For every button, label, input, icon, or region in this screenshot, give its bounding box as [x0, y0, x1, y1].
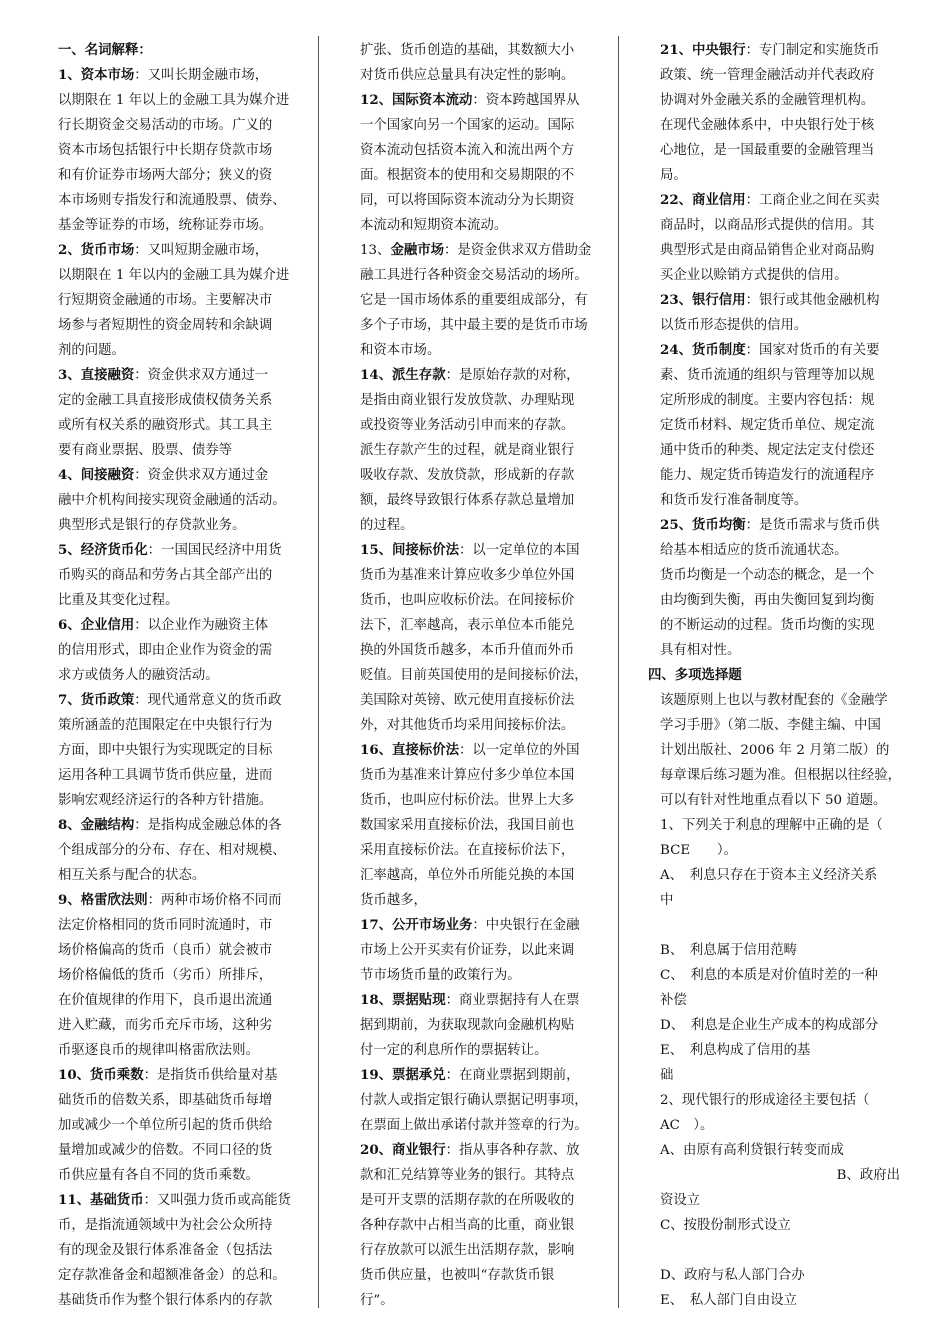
definition-text: ：以一定单位的外国	[458, 743, 580, 758]
defined-term: 企业信用	[80, 617, 135, 633]
definition-text: ：指从事各种存款、放	[445, 1143, 580, 1158]
entry-number: 15、	[360, 542, 393, 558]
text-line: 货币供应量，也被叫“存款货币银	[360, 1268, 555, 1283]
text-line: 和资本市场。	[360, 343, 441, 358]
text-line: 本流动和短期资本流动。	[360, 218, 508, 233]
text-line: 资本市场包括银行中长期存贷款市场	[58, 143, 273, 158]
defined-term: 货币政策	[80, 692, 135, 708]
definition-text: ：是资金供求双方借助金	[444, 243, 592, 258]
text-line: A、由原有高利贷银行转变而成	[660, 1143, 844, 1158]
text-line: 对货币供应总量具有决定性的影响。	[360, 68, 575, 83]
text-line: A、 利息只存在于资本主义经济关系	[660, 868, 878, 883]
text-line: 数国家采用直接标价法，我国目前也	[360, 818, 575, 833]
definition-text: ：商业票据持有人在票	[445, 993, 580, 1008]
defined-term: 货币均衡	[692, 517, 746, 533]
text-line: 在价值规律的作用下，良币退出流通	[58, 993, 273, 1008]
text-line: 策所涵盖的范围限定在中央银行行为	[58, 718, 273, 733]
text-line: 以货币形态提供的信用。	[660, 318, 808, 333]
text-line: AC ）。	[660, 1118, 714, 1133]
definition-entry-heading	[58, 238, 308, 263]
text-line: 融中介机构间接实现资金融通的活动。	[58, 493, 286, 508]
text-line: 贬值。目前英国使用的是间接标价法，	[360, 668, 588, 683]
text-line: 货币，也叫应付标价法。世界上大多	[360, 793, 575, 808]
text-line: 补偿	[660, 993, 687, 1008]
entry-number: 6、	[58, 617, 81, 633]
column-middle	[360, 38, 610, 1313]
text-line: 本市场则专指发行和流通股票、债券、	[58, 193, 286, 208]
entry-number: 24、	[660, 342, 693, 358]
text-line: 汇率越高，单位外币所能兑换的本国	[360, 868, 575, 883]
definition-text: ：是指货币供给量对基	[143, 1068, 278, 1083]
text-line: 进入贮藏，而劣币充斥市场，这种劣	[58, 1018, 273, 1033]
text-line: 买企业以赊销方式提供的信用。	[660, 268, 848, 283]
defined-term: 国际资本流动	[392, 92, 473, 108]
text-line: 给基本相适应的货币流通状态。	[660, 543, 848, 558]
section-heading: 四、多项选择题	[648, 667, 742, 683]
definition-text: ：又叫短期金融市场，	[134, 243, 269, 258]
text-line: 运用各种工具调节货币供应量，进而	[58, 768, 273, 783]
text-line: 影响宏观经济运行的各种方针措施。	[58, 793, 273, 808]
text-line: 货币均衡是一个动态的概念，是一个	[660, 568, 875, 583]
text-line: 局。	[660, 168, 687, 183]
definition-entry-heading	[360, 988, 610, 1013]
defined-term: 资本市场	[80, 67, 135, 83]
defined-term: 直接标价法	[392, 742, 459, 758]
text-line: 能力、规定货币铸造发行的流通程序	[660, 468, 875, 483]
definition-text: ：中央银行在金融	[472, 918, 580, 933]
defined-term: 银行信用	[692, 292, 746, 308]
text-line: 款和汇兑结算等业务的银行。其特点	[360, 1168, 575, 1183]
text-line: 有的现金及银行体系准备金（包括法	[58, 1243, 273, 1258]
definition-text: ：现代通常意义的货币政	[134, 693, 282, 708]
definition-entry-heading	[58, 538, 308, 563]
entry-number: 1、	[58, 67, 81, 83]
text-line: 市场上公开买卖有价证券，以此来调	[360, 943, 575, 958]
definition-entry-heading	[58, 463, 308, 488]
text-line: D、 利息是企业生产成本的构成部分	[660, 1018, 879, 1033]
definition-entry-heading	[58, 613, 308, 638]
definition-text: ：银行或其他金融机构	[745, 293, 880, 308]
text-line: 的信用形式，即由企业作为资金的需	[58, 643, 273, 658]
defined-term: 格雷欣法则	[80, 892, 148, 908]
definition-text: ：以一定单位的本国	[458, 543, 580, 558]
text-line: 心地位，是一国最重要的金融管理当	[660, 143, 875, 158]
entry-number: 4、	[58, 467, 81, 483]
definition-entry-heading	[360, 738, 610, 763]
text-line: 同，可以将国际资本流动分为长期资	[360, 193, 575, 208]
text-line: E、 利息构成了信用的基	[660, 1043, 811, 1058]
text-line: 该题原则上也以与教材配套的《金融学	[660, 693, 888, 708]
definition-entry-heading	[58, 63, 308, 88]
text-line: 基金等证券的市场，统称证券市场。	[58, 218, 273, 233]
defined-term: 票据承兑	[392, 1067, 446, 1083]
text-line: 或所有权关系的融资形式。其工具主	[58, 418, 273, 433]
entry-number: 9、	[58, 892, 81, 908]
text-line: 换的外国货币越多，本币升值而外币	[360, 643, 575, 658]
defined-term: 商业信用	[692, 192, 746, 208]
definition-entry-heading	[58, 688, 308, 713]
text-line: 每章课后练习题为准。但根据以往经验，	[660, 768, 902, 783]
defined-term: 经济货币化	[80, 542, 148, 558]
definition-text: ：工商企业之间在买卖	[745, 193, 880, 208]
entry-number: 23、	[660, 292, 693, 308]
definition-entry-heading	[360, 1138, 610, 1163]
defined-term: 货币制度	[692, 342, 746, 358]
defined-term: 货币市场	[80, 242, 135, 258]
text-line: 定存款准备金和超额准备金）的总和。	[58, 1268, 286, 1283]
text-line: 一个国家向另一个国家的运动。国际	[360, 118, 575, 133]
definition-text: ：资本跨越国界从	[472, 93, 580, 108]
text-line: 在票面上做出承诺付款并签章的行为。	[360, 1118, 588, 1133]
definition-entry-heading	[58, 813, 308, 838]
definition-text: ：又叫强力货币或高能货	[143, 1193, 291, 1208]
text-line: 美国除对英镑、欧元使用直接标价法	[360, 693, 575, 708]
text-line: 多个子市场，其中最主要的是货币市场	[360, 318, 588, 333]
text-line: 场价格偏高的货币（良币）就会被市	[58, 943, 273, 958]
text-line: 或投资等业务活动引申而来的存款。	[360, 418, 575, 433]
definition-text: ：又叫长期金融市场，	[134, 68, 269, 83]
definition-entry-heading	[648, 288, 938, 313]
definition-entry-heading	[648, 38, 938, 63]
section-heading: 一、名词解释：	[58, 42, 152, 58]
definition-text: ：在商业票据到期前，	[445, 1068, 580, 1083]
text-line: D、政府与私人部门合办	[660, 1268, 805, 1283]
text-line: 础	[660, 1068, 674, 1083]
text-line: 法定价格相同的货币同时流通时，市	[58, 918, 273, 933]
definition-entry-heading	[648, 513, 938, 538]
text-line: 法下，汇率越高，表示单位本币能兑	[360, 618, 575, 633]
text-line: 币驱逐良币的规律叫格雷欣法则。	[58, 1043, 259, 1058]
definition-entry-heading	[648, 188, 938, 213]
entry-number: 19、	[360, 1067, 393, 1083]
defined-term: 公开市场业务	[392, 917, 473, 933]
column-left	[58, 38, 308, 1313]
text-line: 据到期前，为获取现款向金融机构贴	[360, 1018, 575, 1033]
entry-number: 7、	[58, 692, 81, 708]
text-line: 场参与者短期性的资金周转和余缺调	[58, 318, 273, 333]
text-line: 商品时，以商品形式提供的信用。其	[660, 218, 875, 233]
text-line: 以期限在 1 年以上的金融工具为媒介进	[58, 93, 290, 108]
text-line: B、 利息属于信用范畴	[660, 943, 798, 958]
text-line: 和有价证券市场两大部分；狭义的资	[58, 168, 273, 183]
text-line: 典型形式是银行的存贷款业务。	[58, 518, 246, 533]
text-line: 付一定的利息所作的票据转让。	[360, 1043, 548, 1058]
defined-term: 间接标价法	[392, 542, 459, 558]
text-line: 币供应量有各自不同的货币乘数。	[58, 1168, 259, 1183]
text-line: 个组成部分的分布、存在、相对规模、	[58, 843, 286, 858]
text-line: 础货币的倍数关系，即基础货币每增	[58, 1093, 273, 1108]
text-line: 付款人或指定银行确认票据记明事项，	[360, 1093, 588, 1108]
text-line: 和货币发行准备制度等。	[660, 493, 808, 508]
text-line: 具有相对性。	[660, 643, 741, 658]
text-line: C、按股份制形式设立	[660, 1218, 791, 1233]
text-line: 定货币材料、规定货币单位、规定流	[660, 418, 875, 433]
text-line: 通中货币的种类、规定法定支付偿还	[660, 443, 875, 458]
definition-entry-heading	[360, 913, 610, 938]
entry-number: 25、	[660, 517, 693, 533]
text-line: 要有商业票据、股票、债券等	[58, 443, 233, 458]
text-line: E、 私人部门自由设立	[660, 1293, 797, 1308]
text-line	[648, 913, 938, 938]
text-line: C、 利息的本质是对价值时差的一种	[660, 968, 878, 983]
entry-number: 3、	[58, 367, 81, 383]
defined-term: 金融市场	[390, 242, 444, 258]
text-line: 融工具进行各种资金交易活动的场所。	[360, 268, 588, 283]
text-line: 行存放款可以派生出活期存款，影响	[360, 1243, 575, 1258]
defined-term: 货币乘数	[90, 1067, 144, 1083]
text-line: 吸收存款、发放贷款，形成新的存款	[360, 468, 575, 483]
text-line	[648, 1238, 938, 1263]
definition-text: ：是货币需求与货币供	[745, 518, 880, 533]
text-line: 在现代金融体系中，中央银行处于核	[660, 118, 875, 133]
text-line: 1、下列关于利息的理解中正确的是（	[660, 818, 883, 833]
text-line: 各种存款中占相当高的比重，商业银	[360, 1218, 575, 1233]
text-line: 定所形成的制度。主要内容包括：规	[660, 393, 875, 408]
definition-entry-heading	[360, 363, 610, 388]
entry-number: 8、	[58, 817, 81, 833]
definition-text: ：资金供求双方通过金	[134, 468, 269, 483]
entry-number: 10、	[58, 1067, 91, 1083]
definition-text: ：是原始存款的对称，	[445, 368, 580, 383]
defined-term: 基础货币	[90, 1192, 144, 1208]
text-line: 资设立	[660, 1193, 701, 1208]
text-line: 中	[660, 893, 674, 908]
defined-term: 商业银行	[392, 1142, 446, 1158]
text-line: 货币为基准来计算应付多少单位本国	[360, 768, 575, 783]
text-line: 以期限在 1 年以内的金融工具为媒介进	[58, 268, 290, 283]
text-line: 货币越多，	[360, 893, 427, 908]
text-line: 币，是指流通领域中为社会公众所持	[58, 1218, 273, 1233]
text-line: 的过程。	[360, 518, 414, 533]
entry-number: 2、	[58, 242, 81, 258]
text-line: 外，对其他货币均采用间接标价法。	[360, 718, 575, 733]
text-line: 2、现代银行的形成途径主要包括（	[660, 1093, 870, 1108]
definition-entry-heading	[58, 363, 308, 388]
entry-number: 18、	[360, 992, 393, 1008]
definition-entry-heading	[360, 1063, 610, 1088]
text-line: 剂的问题。	[58, 343, 125, 358]
entry-number: 22、	[660, 192, 693, 208]
defined-term: 派生存款	[392, 367, 446, 383]
text-line: 是可开支票的活期存款的在所吸收的	[360, 1193, 575, 1208]
column-divider-right	[618, 36, 619, 1308]
text-line: 行长期资金交易活动的市场。广义的	[58, 118, 273, 133]
text-line: 加或减少一个单位所引起的货币供给	[58, 1118, 273, 1133]
text-line: 行”。	[360, 1293, 394, 1308]
entry-number: 14、	[360, 367, 393, 383]
text-line: 比重及其变化过程。	[58, 593, 179, 608]
text-line: 是指由商业银行发放贷款、办理贴现	[360, 393, 575, 408]
text-line: 方面，即中央银行为实现既定的目标	[58, 743, 273, 758]
entry-number: 11、	[58, 1192, 91, 1208]
text-line: 资本流动包括资本流入和流出两个方	[360, 143, 575, 158]
defined-term: 直接融资	[80, 367, 135, 383]
column-divider-left	[318, 36, 319, 1308]
text-line: BCE ）。	[660, 843, 737, 858]
entry-number: 16、	[360, 742, 393, 758]
text-line: 政策、统一管理金融活动并代表政府	[660, 68, 875, 83]
defined-term: 票据贴现	[392, 992, 446, 1008]
text-line: 素、货币流通的组织与管理等加以规	[660, 368, 875, 383]
definition-text: ：一国国民经济中用货	[147, 543, 282, 558]
text-line: 由均衡到失衡，再由失衡回复到均衡	[660, 593, 875, 608]
definition-text: ：国家对货币的有关要	[745, 343, 880, 358]
text-line: 货币，也叫应收标价法。在间接标价	[360, 593, 575, 608]
defined-term: 中央银行	[692, 42, 746, 58]
definition-text: ：资金供求双方通过一	[134, 368, 269, 383]
entry-number: 5、	[58, 542, 81, 558]
text-line: 派生存款产生的过程，就是商业银行	[360, 443, 575, 458]
text-line: 采用直接标价法。在直接标价法下，	[360, 843, 575, 858]
column-right	[648, 38, 938, 1313]
text-line: 相互关系与配合的状态。	[58, 868, 206, 883]
text-line: 定的金融工具直接形成债权债务关系	[58, 393, 273, 408]
definition-text: ：以企业作为融资主体	[134, 618, 269, 633]
entry-number: 17、	[360, 917, 393, 933]
text-line: 币购买的商品和劳务占其全部产出的	[58, 568, 273, 583]
definition-text: ：是指构成金融总体的各	[134, 818, 282, 833]
text-line: 货币为基准来计算应收多少单位外国	[360, 568, 575, 583]
text-line: 场价格偏低的货币（劣币）所排斥，	[58, 968, 273, 983]
text-line: 面。根据资本的使用和交易期限的不	[360, 168, 575, 183]
definition-entry-heading	[360, 538, 610, 563]
definition-entry-heading	[58, 1063, 308, 1088]
text-line: 量增加或减少的倍数。不同口径的货	[58, 1143, 273, 1158]
entry-number: 21、	[660, 42, 693, 58]
text-line: 计划出版社、2006 年 2 月第二版）的	[660, 743, 890, 758]
definition-entry-heading	[58, 888, 308, 913]
text-line: 可以有针对性地重点看以下 50 道题。	[660, 793, 887, 808]
text-line: 行短期资金融通的市场。主要解决市	[58, 293, 273, 308]
text-line: 额，最终导致银行体系存款总量增加	[360, 493, 575, 508]
definition-text: ：专门制定和实施货币	[745, 43, 880, 58]
definition-text: ：两种市场价格不同而	[147, 893, 282, 908]
text-line: 协调对外金融关系的金融管理机构。	[660, 93, 875, 108]
definition-entry-heading	[360, 238, 610, 263]
text-line: B、政府出	[836, 1168, 900, 1183]
entry-number: 13、	[360, 243, 391, 258]
entry-number: 20、	[360, 1142, 393, 1158]
definition-entry-heading	[648, 338, 938, 363]
defined-term: 金融结构	[80, 817, 135, 833]
definition-entry-heading	[58, 1188, 308, 1213]
text-line: 求方或债务人的融资活动。	[58, 668, 219, 683]
text-line: 节市场货币量的政策行为。	[360, 968, 521, 983]
definition-entry-heading	[360, 88, 610, 113]
text-line: 它是一国市场体系的重要组成部分，有	[360, 293, 588, 308]
text-line: 学习手册》（第二版、李健主编、中国	[660, 718, 881, 733]
text-line: 扩张、货币创造的基础，其数额大小	[360, 43, 575, 58]
text-line: 的不断运动的过程。货币均衡的实现	[660, 618, 875, 633]
defined-term: 间接融资	[80, 467, 135, 483]
entry-number: 12、	[360, 92, 393, 108]
text-line: 典型形式是由商品销售企业对商品购	[660, 243, 875, 258]
text-line: 基础货币作为整个银行体系内的存款	[58, 1293, 273, 1308]
